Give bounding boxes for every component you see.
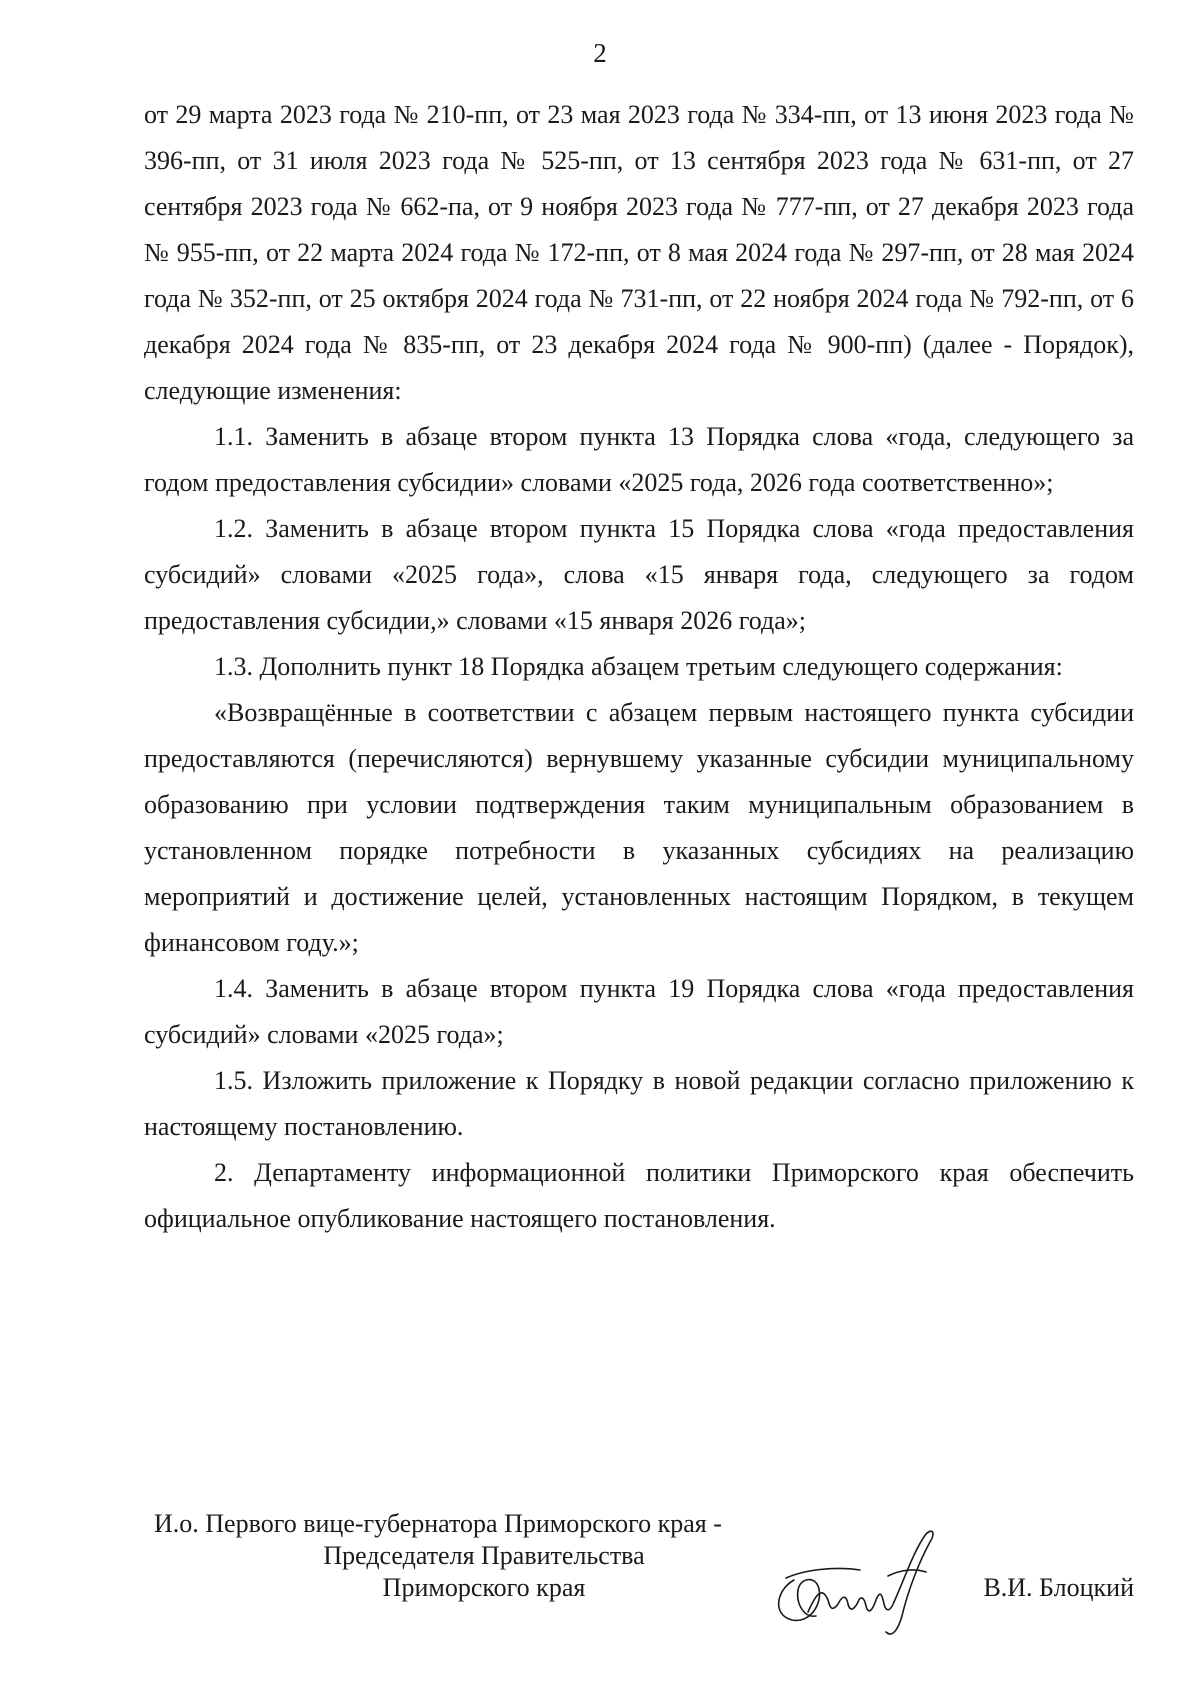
paragraph-continuation: от 29 марта 2023 года № 210-пп, от 23 мая 2023 года № 334-пп, от 13 июня 2023 года № 396-пп, от 31 июля 2023 года № 525-пп, от 13 сентября 2023 года № 631-пп, от 27 сентября 2023 года № 662-па, от 9 ноября 2023 года № 777-пп, от 27 декабря 2023 года № 955-пп, от 22 марта 2024 года № 172-пп, от 8 мая 2024 года № 297-пп, от 28 мая 2024 года № 352-пп, от 25 октября 2024 года № 731-пп, от 22 ноября 2024 года № 792-пп, от 6 декабря 2024 года № 835-пп, от 23 декабря 2024 года № 900-пп) (далее - Порядок), следующие изменения: xyxy=(144,100,1134,405)
handwritten-signature xyxy=(764,1520,944,1640)
paragraph-1-1: 1.1. Заменить в абзаце втором пункта 13 Порядка слова «года, следующего за годом предоставления субсидии» словами «2025 года, 2026 года соответственно»; xyxy=(144,422,1134,497)
signatory-title-line-3: Приморского края xyxy=(382,1573,586,1602)
paragraph-1-5: 1.5. Изложить приложение к Порядку в новой редакции согласно приложению к настоящему постановлению. xyxy=(144,1066,1134,1141)
paragraph-2: 2. Департаменту информационной политики Приморского края обеспечить официальное опубликование настоящего постановления. xyxy=(144,1158,1134,1233)
signatory-name: В.И. Блоцкий xyxy=(983,1573,1134,1602)
signatory-title xyxy=(144,1508,824,1604)
paragraph-1-3: 1.3. Дополнить пункт 18 Порядка абзацем третьим следующего содержания: xyxy=(214,652,1063,681)
paragraph-1-2: 1.2. Заменить в абзаце втором пункта 15 Порядка слова «года предоставления субсидий» словами «2025 года», слова «15 января года, следующего за годом предоставления субсидии,» словами «15 января 2026 года»; xyxy=(144,514,1134,635)
paragraph-1-4: 1.4. Заменить в абзаце втором пункта 19 Порядка слова «года предоставления субсидий» словами «2025 года»; xyxy=(144,974,1134,1049)
signatory-title-line-1: И.о. Первого вице-губернатора Приморского края - xyxy=(154,1509,722,1538)
document-body xyxy=(144,92,1134,1242)
signatory-title-line-2: Председателя Правительства xyxy=(323,1541,645,1570)
page-number: 2 xyxy=(593,38,607,68)
signature-block xyxy=(144,1508,1134,1658)
paragraph-quoted-text: «Возвращённые в соответствии с абзацем первым настоящего пункта субсидии предоставляются (перечисляются) вернувшему указанные субсидии муниципальному образованию при условии подтверждения таким муниципальным образованием в установленном порядке потребности в указанных субсидиях на реализацию мероприятий и достижение целей, установленных настоящим Порядком, в текущем финансовом году.»; xyxy=(144,698,1134,957)
